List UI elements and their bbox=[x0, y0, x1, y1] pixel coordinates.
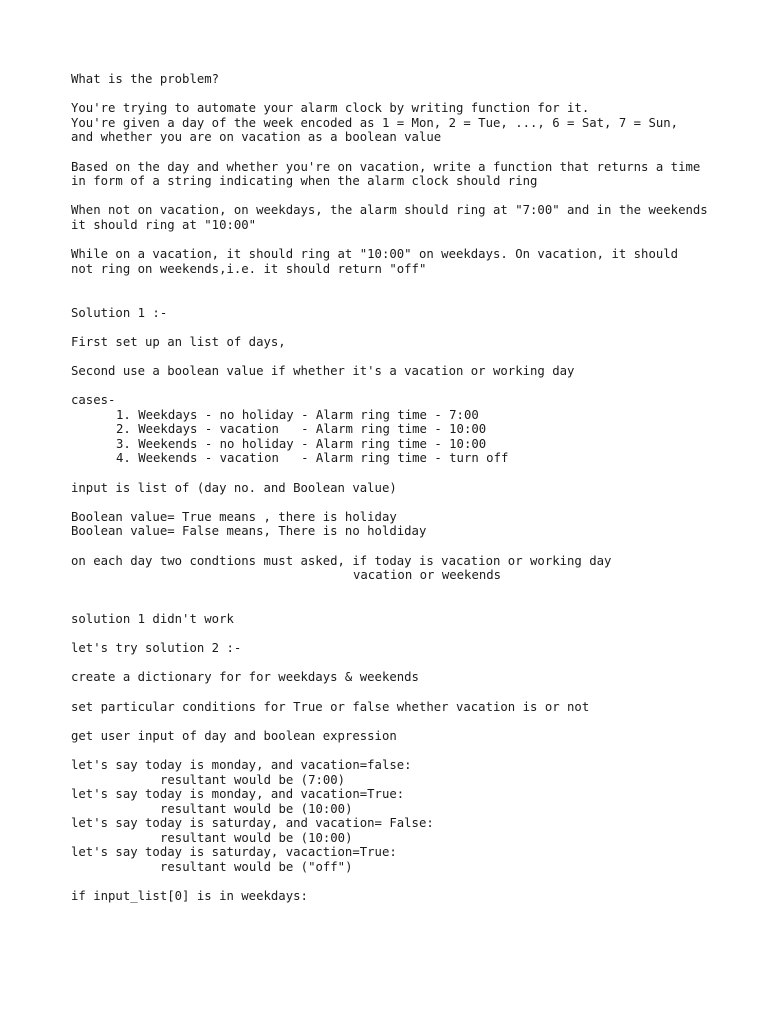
problem-rule-line: When not on vacation, on weekdays, the alarm should ring at "7:00" and in the weekends bbox=[71, 203, 708, 218]
problem-task-line: in form of a string indicating when the alarm clock should ring bbox=[71, 174, 538, 189]
conditions-note-continued: vacation or weekends bbox=[353, 568, 502, 583]
example-result: resultant would be (7:00) bbox=[160, 772, 346, 787]
problem-heading: What is the problem? bbox=[71, 72, 220, 86]
problem-rule-line: While on a vacation, it should ring at "10:00" on weekdays. On vacation, it should bbox=[71, 247, 679, 262]
boolean-false-note: Boolean value= False means, There is no holdiday bbox=[71, 524, 427, 539]
document-page bbox=[71, 72, 711, 904]
example-result: resultant would be (10:00) bbox=[160, 830, 353, 845]
case-item: 2. Weekdays - vacation - Alarm ring time - 10:00 bbox=[116, 422, 487, 437]
problem-intro-line: You're trying to automate your alarm clock by writing function for it. bbox=[71, 101, 590, 116]
example-case: let's say today is saturday, vacaction=True: bbox=[71, 845, 397, 860]
case-item: 3. Weekends - no holiday - Alarm ring time - 10:00 bbox=[116, 436, 487, 451]
case-item: 4. Weekends - vacation - Alarm ring time - turn off bbox=[116, 451, 509, 466]
conditions-note: on each day two condtions must asked, if today is vacation or working day bbox=[71, 553, 612, 568]
solution1-step: Second use a boolean value if whether it's a vacation or working day bbox=[71, 363, 575, 378]
cases-label: cases- bbox=[71, 393, 116, 408]
problem-task-line: Based on the day and whether you're on vacation, write a function that returns a time bbox=[71, 159, 701, 174]
example-case: let's say today is monday, and vacation=True: bbox=[71, 787, 405, 802]
solution2-step: get user input of day and boolean expression bbox=[71, 728, 397, 743]
input-note: input is list of (day no. and Boolean value) bbox=[71, 480, 397, 495]
solution2-step: set particular conditions for True or false whether vacation is or not bbox=[71, 699, 590, 714]
case-item: 1. Weekdays - no holiday - Alarm ring time - 7:00 bbox=[116, 407, 479, 422]
solution2-heading: let's try solution 2 :- bbox=[71, 641, 242, 656]
boolean-true-note: Boolean value= True means , there is holiday bbox=[71, 509, 397, 524]
problem-intro-line: You're given a day of the week encoded as 1 = Mon, 2 = Tue, ..., 6 = Sat, 7 = Sun, bbox=[71, 115, 679, 130]
solution1-heading: Solution 1 :- bbox=[71, 305, 168, 320]
solution1-result: solution 1 didn't work bbox=[71, 611, 234, 626]
example-result: resultant would be ("off") bbox=[160, 860, 353, 875]
example-case: let's say today is monday, and vacation=false: bbox=[71, 757, 412, 772]
problem-rule-line: not ring on weekends,i.e. it should return "off" bbox=[71, 261, 427, 276]
solution1-step: First set up an list of days, bbox=[71, 334, 286, 349]
example-case: let's say today is saturday, and vacation= False: bbox=[71, 816, 434, 831]
example-result: resultant would be (10:00) bbox=[160, 801, 353, 816]
solution2-step: create a dictionary for for weekdays & weekends bbox=[71, 670, 419, 685]
problem-intro-line: and whether you are on vacation as a boolean value bbox=[71, 130, 442, 145]
problem-rule-line: it should ring at "10:00" bbox=[71, 217, 257, 232]
code-line: if input_list[0] is in weekdays: bbox=[71, 889, 308, 904]
